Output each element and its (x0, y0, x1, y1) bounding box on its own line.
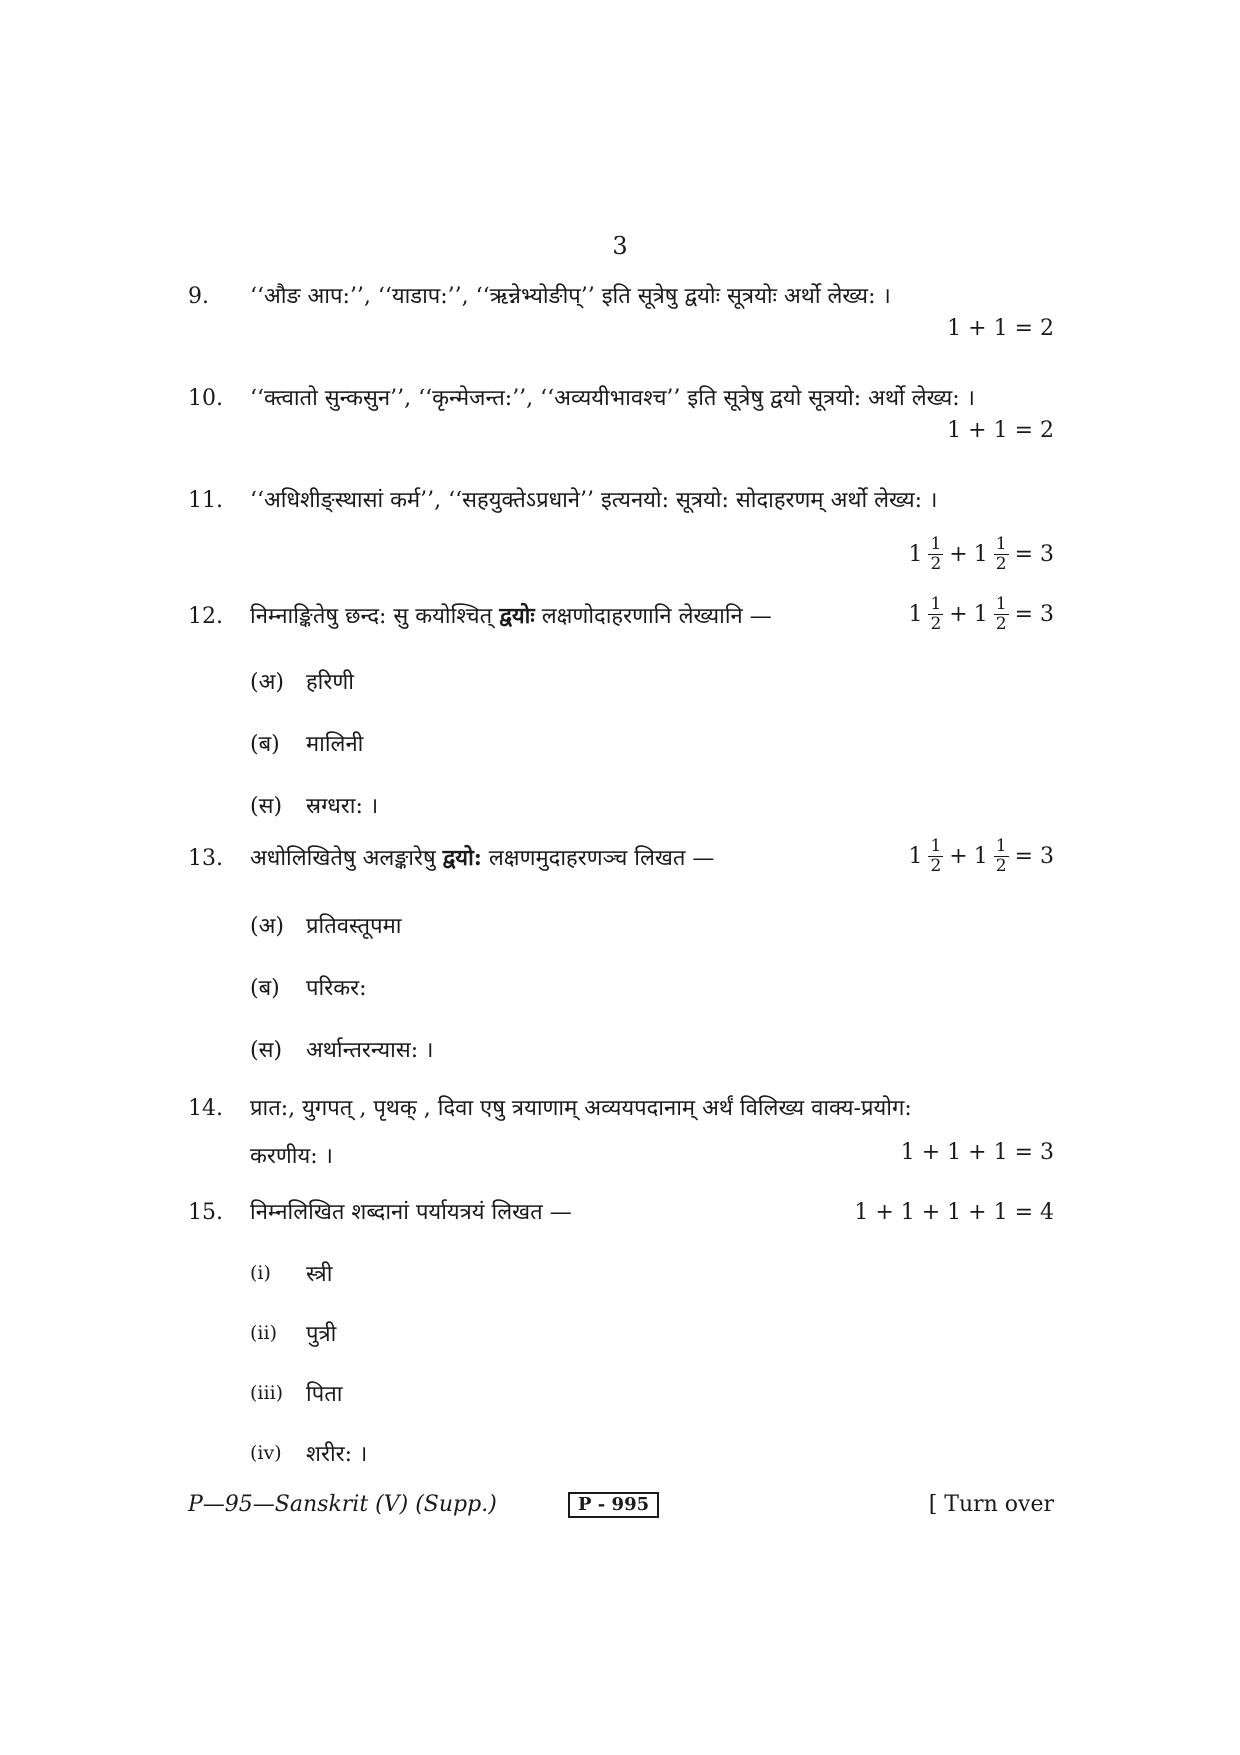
option-label: (ब) (250, 732, 280, 757)
marks: 1 + 1 = 2 (947, 316, 1054, 341)
footer-page-code: P - 995 (568, 1492, 659, 1518)
question-text-continued: करणीय: । (250, 1144, 334, 1169)
option-text: अर्थान्तरन्यास: । (306, 1038, 434, 1063)
marks: 1 + 1 + 1 + 1 = 4 (854, 1200, 1054, 1225)
question-number: 13. (188, 846, 223, 871)
option-text: मालिनी (306, 732, 364, 757)
marks-fraction: 1 $\frac{1}{2}$ + 1 $\frac{1}{2}$ = 3 (908, 836, 1054, 876)
question-text: प्रात:, युगपत् , पृथक् , दिवा एषु त्रयाणाम् अव्ययपदानाम् अर्थं विलिख्य वाक्य-प्रयोग: (250, 1096, 912, 1121)
footer-turn-over: [ Turn over (928, 1492, 1054, 1517)
option-text: स्रग्धरा: । (306, 794, 379, 819)
option-label: (i) (250, 1262, 271, 1284)
marks: 1 + 1 = 2 (947, 418, 1054, 443)
option-text: प्रतिवस्तूपमा (306, 914, 402, 939)
question-text: निम्नाङ्कितेषु छन्द: सु कयोश्चित् द्वयोः लक्षणोदाहरणानि लेख्यानि — (250, 603, 772, 629)
option-label: (iii) (250, 1382, 284, 1404)
option-label: (स) (250, 1038, 283, 1063)
question-number: 10. (188, 386, 223, 411)
option-label: (ii) (250, 1322, 277, 1344)
option-label: (अ) (250, 670, 284, 695)
option-text: शरीर: । (306, 1442, 368, 1467)
option-text: पुत्री (306, 1322, 337, 1347)
fraction-half: $\frac{1}{2}$ (930, 534, 942, 574)
marks-fraction: 1 $\frac{1}{2}$ + 1 $\frac{1}{2}$ = 3 (908, 594, 1054, 634)
question-number: 9. (188, 284, 209, 309)
page-number: 3 (612, 232, 628, 260)
marks: 1 + 1 + 1 = 3 (900, 1140, 1054, 1165)
option-label: (iv) (250, 1442, 282, 1464)
question-number: 14. (188, 1096, 223, 1121)
question-number: 15. (188, 1200, 223, 1225)
footer-paper-code: P—95—Sanskrit (V) (Supp.) (188, 1492, 497, 1517)
question-text: ‘‘क्त्वातो सुन्कसुन’’, ‘‘कृन्मेजन्त:’’, ‘‘अव्ययीभावश्च’’ इति सूत्रेषु द्वयो सूत्रयो: अर्थो लेख्य: । (250, 386, 975, 411)
question-text: ‘‘अधिशीङ्स्थासां कर्म’’, ‘‘सहयुक्तेऽप्रधाने’’ इत्यनयो: सूत्रयो: सोदाहरणम् अर्थो लेख्य: । (250, 488, 938, 513)
option-label: (ब) (250, 976, 280, 1001)
question-text: अधोलिखितेषु अलङ्कारेषु द्वयो: लक्षणमुदाहरणञ्च लिखत — (250, 845, 715, 871)
question-number: 11. (188, 488, 223, 513)
option-text: स्त्री (306, 1262, 333, 1287)
fraction-half: $\frac{1}{2}$ (995, 534, 1007, 574)
option-label: (अ) (250, 914, 284, 939)
marks-fraction: 1 $\frac{1}{2}$ + 1 $\frac{1}{2}$ = 3 (908, 534, 1054, 574)
option-text: परिकर: (306, 976, 367, 1001)
option-text: पिता (306, 1382, 343, 1407)
question-number: 12. (188, 604, 223, 629)
option-text: हरिणी (306, 670, 354, 695)
option-label: (स) (250, 794, 283, 819)
question-text: निम्नलिखित शब्दानां पर्यायत्रयं लिखत — (250, 1200, 572, 1225)
question-text: ‘‘औङ आप:’’, ‘‘याडाप:’’, ‘‘ऋन्नेभ्योङीप्’’ इति सूत्रेषु द्वयोः सूत्रयोः अर्थो लेख्य: । (250, 284, 891, 309)
